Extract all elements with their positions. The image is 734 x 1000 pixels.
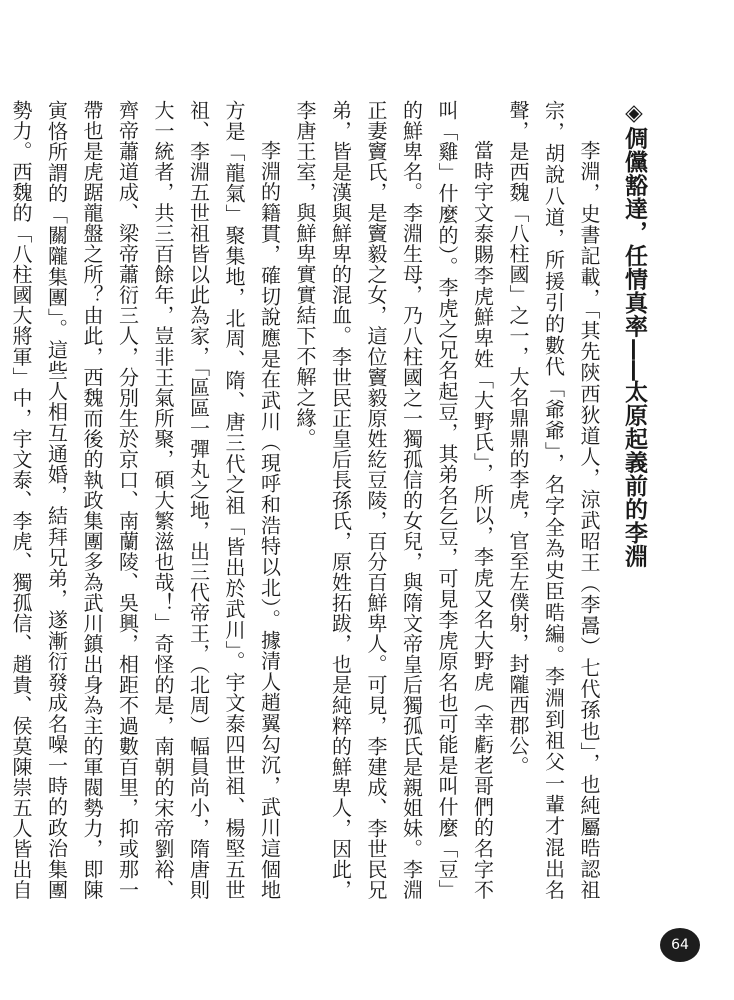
vertical-text-body — [9, 100, 654, 900]
section-heading — [614, 100, 654, 900]
heading-dash: —— — [621, 338, 647, 380]
paragraph-1: 李淵，史書記載，「其先陝西狄道人，涼武昭王（李暠）七代孫也」，也純屬晧認祖宗，胡說八道，所援引的數代「爺爺」，名字全為史臣晧編。李淵到祖父一輩才混出名聲，是西魏「八柱國」之一，大名鼎鼎的李虎，官至左僕射，封隴西郡公。 — [506, 100, 601, 900]
paragraph-3: 李淵的籍貫，確切說應是在武川（現呼和浩特以北）。據清人趙翼勾沉，武川這個地方是「龍氣」聚集地，北周、隋、唐三代之祖「皆出於武川」。宇文泰四世祖、楊堅五世祖、李淵五世祖皆以此為家，「區區一彈丸之地，出三代帝王，（北周）幅員尚小，隋唐則大一統者，共三百餘年，豈非王氣所聚，碩大繁滋也哉！」奇怪的是，南朝的宋帝劉裕、齊帝蕭道成、梁帝蕭衍三人，分別生於京口、南蘭陵、吳興，相距不過數百里，抑或那一帶也是虎踞龍盤之所？由此，西魏而後的執政集團多為武川鎮出身為主的軍閥勢力，即陳寅恪所謂的「關隴集團」。這些人相互通婚，結拜兄弟，遂漸衍發成名噪一時的政治集團勢力。西魏的「八柱國大將軍」中，宇文泰、李虎、獨孤信、趙貴、侯莫陳崇五人皆出自 — [9, 100, 282, 900]
section-subtitle: 太原起義前的李淵 — [621, 380, 647, 568]
diamond-in-diamond-icon: ◈ — [621, 100, 647, 127]
page-number-badge: 64 — [660, 928, 700, 962]
paragraph-2: 當時宇文泰賜李虎鮮卑姓「大野氏」，所以，李虎又名大野虎（幸虧老哥們的名字不叫「雞」什麼的）。李虎之兄名起豆，其弟名乞豆，可見李虎原名也可能是叫什麼「豆」的鮮卑名。李淵生母，乃八柱國之一獨孤信的女兒，與隋文帝皇后獨孤氏是親姐妹。李淵正妻竇氏，是竇毅之女，這位竇毅原姓紇豆陵，百分百鮮卑人。可見，李建成、李世民兄弟，皆是漢與鮮卑的混血。李世民正皇后長孫氏，原姓拓跋，也是純粹的鮮卑人，因此，李唐王室，與鮮卑實實結下不解之緣。 — [293, 100, 495, 900]
section-title: 倜儻豁達，任情真率 — [621, 126, 647, 338]
